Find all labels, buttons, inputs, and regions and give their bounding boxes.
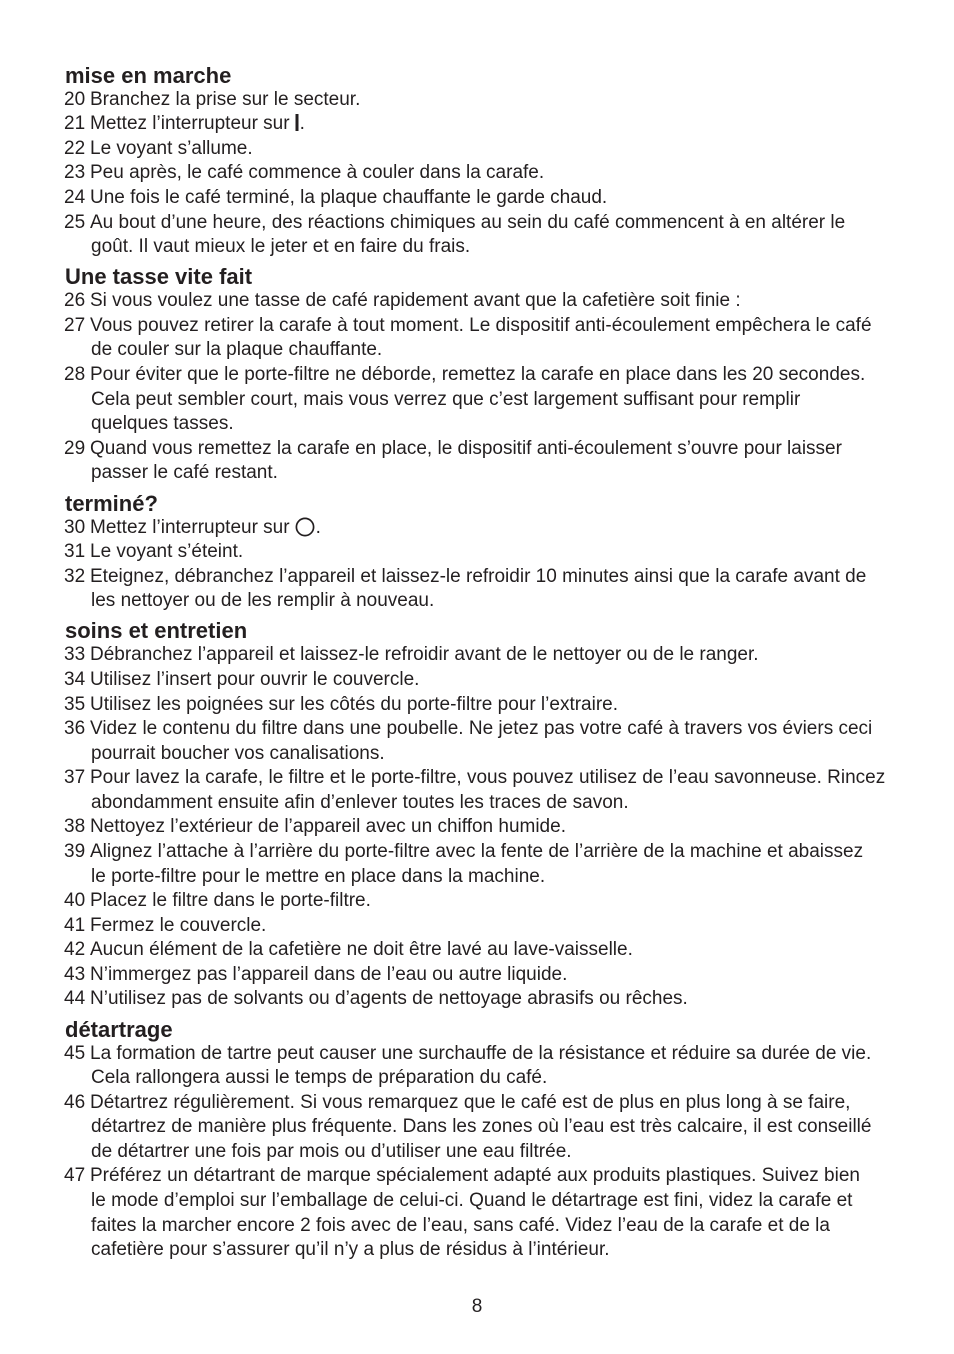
item-number: 37 (64, 767, 86, 789)
item-line (64, 1042, 934, 1067)
list-item (64, 914, 934, 939)
list-item (64, 540, 934, 565)
item-text-after-icon: . (299, 113, 305, 135)
item-text: Mettez l’interrupteur sur (90, 113, 290, 135)
item-line (64, 211, 934, 236)
item-text: La formation de tartre peut causer une surchauffe de la résistance et réduire sa durée de vie. (90, 1042, 872, 1064)
item-line (64, 938, 934, 963)
item-text: Débranchez l’appareil et laissez-le refroidir avant de le nettoyer ou de le ranger. (90, 644, 759, 666)
item-number: 38 (64, 816, 86, 838)
item-text: Nettoyez l’extérieur de l’appareil avec un chiffon humide. (90, 816, 566, 838)
item-text-after-icon: . (315, 516, 321, 538)
list-item (64, 137, 934, 162)
item-text: Pour éviter que le porte-filtre ne déborde, remettez la carafe en place dans les 20 secondes. (90, 364, 866, 385)
section-heading: soins et entretien (65, 618, 248, 644)
item-line (64, 1164, 934, 1189)
item-number: 43 (64, 963, 86, 985)
item-text: Quand vous remettez la carafe en place, le dispositif anti-écoulement s’ouvre pour laisser (90, 437, 842, 459)
list-item (64, 643, 934, 668)
section-detartrage (64, 1017, 934, 1263)
item-number: 22 (64, 137, 86, 159)
item-text: N’utilisez pas de solvants ou d’agents de nettoyage abrasifs ou rêches. (90, 988, 688, 1010)
item-text: Une fois le café terminé, la plaque chauffante le garde chaud. (90, 186, 608, 208)
item-text: Fermez le couvercle. (90, 914, 267, 936)
list-item (64, 112, 934, 137)
section-une-tasse-vite-fait (64, 264, 934, 486)
item-line-continued: de détartrer une fois par mois ou d’utiliser une eau filtrée. (91, 1140, 572, 1162)
item-line (64, 717, 934, 742)
item-number: 35 (64, 693, 86, 715)
power-off-icon (295, 517, 315, 537)
item-number: 28 (64, 364, 86, 385)
item-line (64, 914, 934, 939)
item-line (64, 516, 934, 541)
item-line (64, 963, 934, 988)
list-item (64, 766, 934, 815)
item-text: Mettez l’interrupteur sur (90, 516, 290, 538)
item-line (64, 889, 934, 914)
item-line (64, 363, 934, 388)
item-text: Placez le filtre dans le porte-filtre. (90, 890, 371, 912)
item-line-continued: passer le café restant. (91, 462, 278, 484)
list-item (64, 668, 934, 693)
item-line-continued: goût. Il vaut mieux le jeter et en faire du frais. (91, 236, 471, 258)
item-number: 21 (64, 113, 86, 135)
item-line (64, 137, 934, 162)
item-number: 25 (64, 211, 86, 233)
item-line (64, 186, 934, 211)
item-text: Vous pouvez retirer la carafe à tout moment. Le dispositif anti-écoulement empêchera le café (90, 314, 872, 336)
list-item (64, 289, 934, 314)
item-line (64, 1091, 934, 1116)
item-line (64, 766, 934, 791)
item-number: 39 (64, 840, 86, 862)
item-line (64, 668, 934, 693)
item-text: Le voyant s’allume. (90, 137, 253, 159)
item-number: 31 (64, 541, 86, 563)
item-number: 27 (64, 314, 86, 336)
list-item (64, 815, 934, 840)
item-line-continued: Cela rallongera aussi le temps de préparation du café. (91, 1067, 548, 1089)
power-on-icon (295, 114, 299, 131)
item-text: Peu après, le café commence à couler dans la carafe. (90, 162, 545, 184)
page-number: 8 (471, 1296, 483, 1317)
item-text: Le voyant s’éteint. (90, 541, 244, 563)
list-item (64, 314, 934, 363)
list-item (64, 1164, 934, 1262)
item-line-continued: de couler sur la plaque chauffante. (91, 339, 383, 361)
item-number: 40 (64, 890, 86, 912)
section-heading: mise en marche (65, 62, 232, 88)
item-text: Si vous voulez une tasse de café rapidement avant que la cafetière soit finie : (90, 290, 741, 312)
item-line (64, 161, 934, 186)
item-text: Détartrez régulièrement. Si vous remarquez que le café est de plus en plus long à se faire, (90, 1091, 851, 1113)
section-termine (64, 491, 934, 614)
item-line (64, 815, 934, 840)
list-item (64, 1091, 934, 1165)
item-number: 29 (64, 437, 86, 459)
item-number: 23 (64, 162, 86, 184)
item-line-continued: le mode d’emploi sur l’emballage de celui-ci. Quand le détartrage est fini, videz la carafe et (91, 1189, 853, 1211)
item-line (64, 540, 934, 565)
list-item (64, 693, 934, 718)
item-line-continued: les nettoyer ou de les remplir à nouveau. (91, 590, 435, 612)
item-text: Alignez l’attache à l’arrière du porte-filtre avec la fente de l’arrière de la machine et abaissez (90, 840, 864, 862)
item-line (64, 437, 934, 462)
list-item (64, 363, 934, 437)
list-item (64, 161, 934, 186)
item-text: Videz le contenu du filtre dans une poubelle. Ne jetez pas votre café à travers vos éviers ceci (90, 718, 873, 740)
item-line-continued: détartrez de manière plus fréquente. Dans les zones où l’eau est très calcaire, il est conseillé (91, 1116, 872, 1138)
item-line (64, 289, 934, 314)
item-line (64, 88, 934, 113)
list-item (64, 987, 934, 1012)
item-number: 36 (64, 718, 86, 740)
list-item (64, 88, 934, 113)
item-number: 47 (64, 1165, 86, 1187)
item-text: Eteignez, débranchez l’appareil et laissez-le refroidir 10 minutes ainsi que la carafe avant de (90, 565, 867, 587)
item-line (64, 840, 934, 865)
list-item (64, 889, 934, 914)
item-line-continued: quelques tasses. (91, 413, 234, 435)
item-line-continued: faites la marcher encore 2 fois avec de l’eau, sans café. Videz l’eau de la carafe et de la (91, 1214, 830, 1236)
item-text: Utilisez les poignées sur les côtés du porte-filtre pour l’extraire. (90, 693, 619, 715)
item-line-continued: le porte-filtre pour le mettre en place dans la machine. (91, 865, 546, 887)
item-number: 24 (64, 186, 86, 208)
item-text: N’immergez pas l’appareil dans de l’eau ou autre liquide. (90, 963, 568, 985)
list-item (64, 186, 934, 211)
item-line (64, 314, 934, 339)
item-text: Aucun élément de la cafetière ne doit être lavé au lave-vaisselle. (90, 939, 633, 961)
item-number: 20 (64, 88, 86, 110)
item-line (64, 112, 934, 137)
item-number: 26 (64, 290, 86, 312)
section-heading: Une tasse vite fait (65, 264, 253, 290)
list-item (64, 437, 934, 486)
item-line-continued: abondamment ensuite afin d’enlever toutes les traces de savon. (91, 791, 629, 813)
list-item (64, 963, 934, 988)
item-line-continued: Cela peut sembler court, mais vous verrez que c’est largement suffisant pour remplir (91, 388, 801, 410)
list-item (64, 938, 934, 963)
item-line (64, 693, 934, 718)
item-text: Préférez un détartrant de marque spécialement adapté aux produits plastiques. Suivez bien (90, 1165, 860, 1187)
item-number: 45 (64, 1042, 86, 1064)
item-number: 32 (64, 565, 86, 587)
section-mise-en-marche (64, 63, 934, 260)
document-page (64, 58, 934, 1263)
item-line (64, 643, 934, 668)
item-line-continued: cafetière pour s’assurer qu’il n’y a plus de résidus à l’intérieur. (91, 1239, 610, 1261)
item-number: 33 (64, 644, 86, 666)
list-item (64, 1042, 934, 1091)
list-item (64, 565, 934, 614)
section-heading: terminé? (65, 490, 158, 516)
item-line-continued: pourrait boucher vos canalisations. (91, 742, 385, 764)
item-number: 44 (64, 988, 86, 1010)
item-line (64, 565, 934, 590)
item-number: 34 (64, 669, 86, 690)
item-number: 41 (64, 914, 86, 936)
list-item (64, 211, 934, 260)
item-text: Pour lavez la carafe, le filtre et le porte-filtre, vous pouvez utilisez de l’eau savonneuse. Rincez (90, 767, 886, 789)
item-line (64, 987, 934, 1012)
item-number: 46 (64, 1091, 86, 1113)
item-number: 30 (64, 516, 86, 538)
item-text: Branchez la prise sur le secteur. (90, 88, 361, 110)
list-item (64, 840, 934, 889)
list-item (64, 516, 934, 541)
section-soins-et-entretien (64, 618, 934, 1011)
item-text: Utilisez l’insert pour ouvrir le couvercle. (90, 669, 420, 690)
list-item (64, 717, 934, 766)
item-number: 42 (64, 939, 86, 961)
section-heading: détartrage (65, 1016, 173, 1042)
item-text: Au bout d’une heure, des réactions chimiques au sein du café commencent à en altérer le (90, 211, 846, 233)
